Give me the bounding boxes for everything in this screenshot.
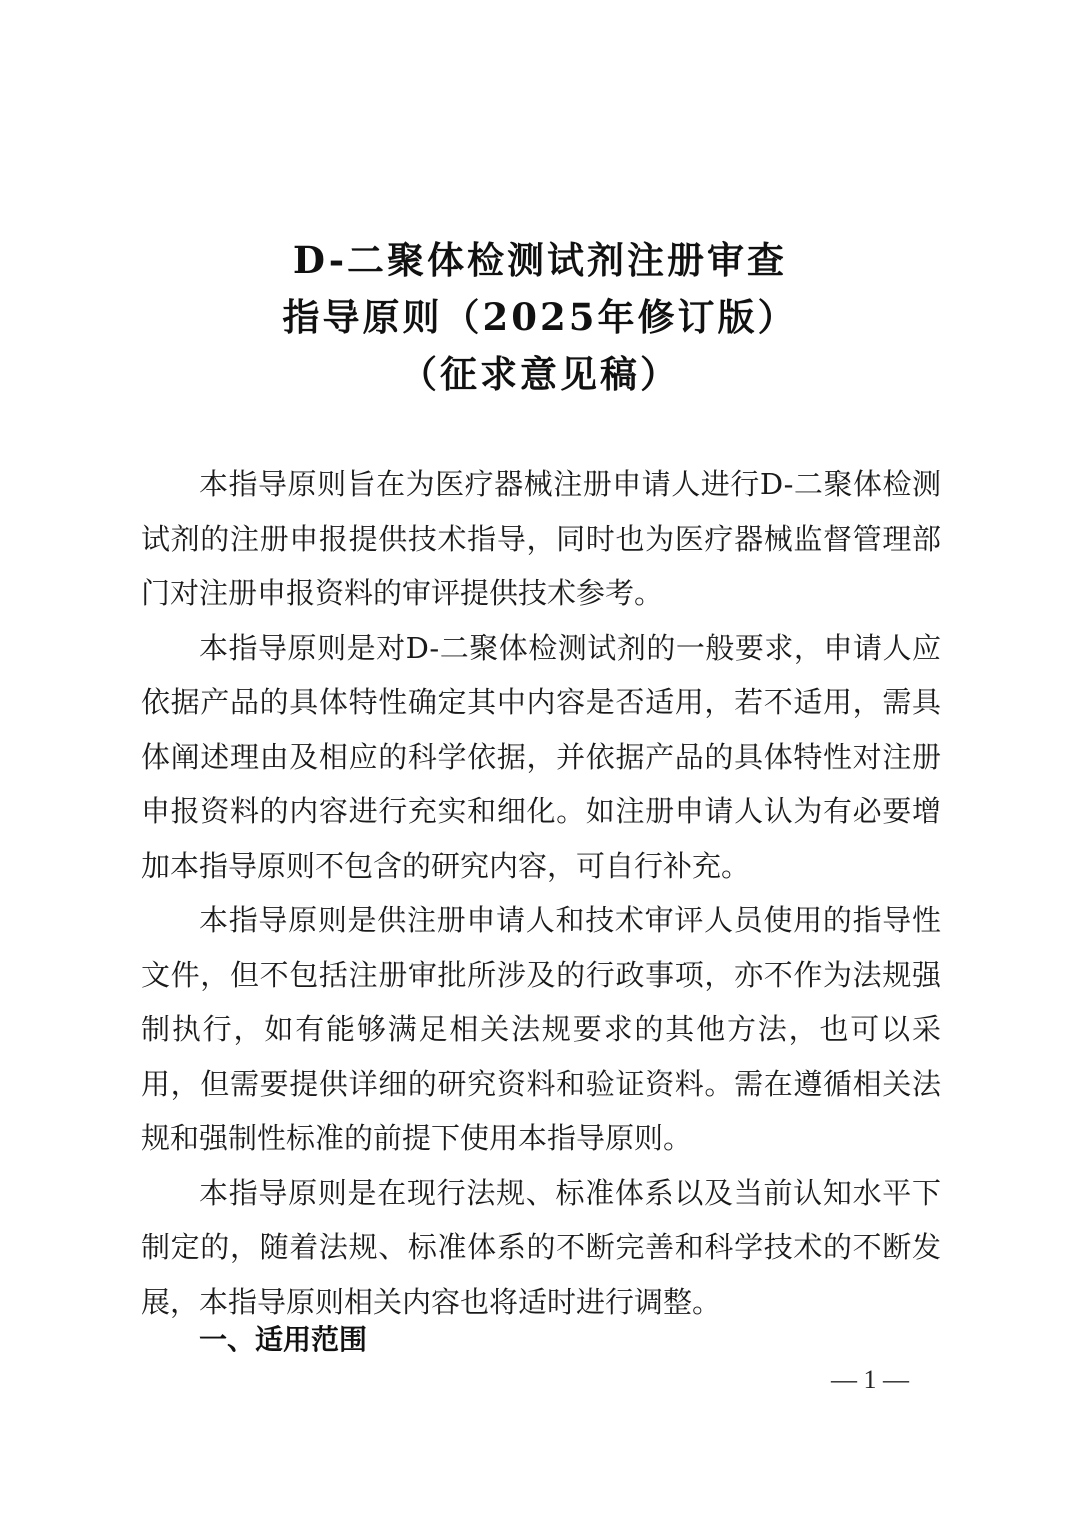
title-line-2: 指导原则（2025年修订版） — [282, 295, 798, 339]
paragraph-usage-scope: 本指导原则是供注册申请人和技术审评人员使用的指导性文件，但不包括注册审批所涉及的行政事项，亦不作为法规强制执行，如有能够满足相关法规要求的其他方法，也可以采用，但需要提供详细的研究资料和验证资料。需在遵循相关法规和强制性标准的前提下使用本指导原则。 — [141, 903, 941, 1155]
document-title — [0, 232, 1080, 403]
document-body — [141, 457, 941, 1329]
title-line-3: （征求意见稿） — [400, 352, 680, 396]
paragraph-general-requirements: 本指导原则是对D-二聚体检测试剂的一般要求，申请人应依据产品的具体特性确定其中内容是否适用，若不适用，需具体阐述理由及相应的科学依据，并依据产品的具体特性对注册申报资料的内容进行充实和细化。如注册申请人认为有必要增加本指导原则不包含的研究内容，可自行补充。 — [141, 630, 941, 883]
section-heading: 一、适用范围 — [199, 1323, 368, 1356]
title-line-1: D-二聚体检测试剂注册审查 — [292, 238, 788, 282]
paragraph-revision-note: 本指导原则是在现行法规、标准体系以及当前认知水平下制定的，随着法规、标准体系的不断完善和科学技术的不断发展，本指导原则相关内容也将适时进行调整。 — [141, 1175, 941, 1319]
paragraph-purpose: 本指导原则旨在为医疗器械注册申请人进行D-二聚体检测试剂的注册申报提供技术指导，同时也为医疗器械监督管理部门对注册申报资料的审评提供技术参考。 — [141, 467, 941, 610]
page-number: — 1 — — [831, 1365, 909, 1394]
